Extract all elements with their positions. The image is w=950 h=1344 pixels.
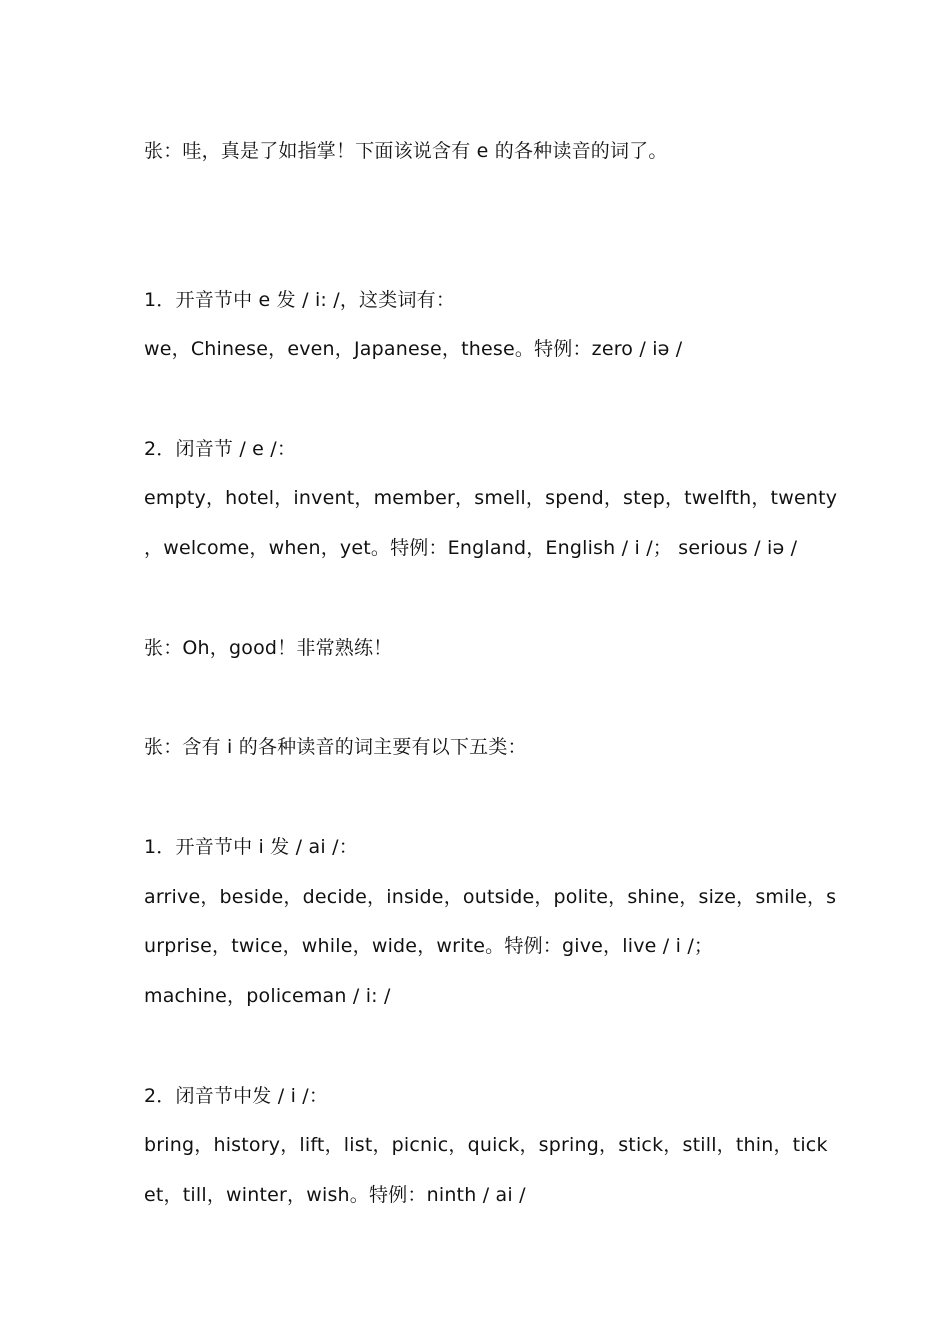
rule-i-open-syllable-examples-3: machine，policeman / i: /	[144, 985, 391, 1007]
dialogue-line-i-intro: 张：含有 i 的各种读音的词主要有以下五类：	[144, 736, 527, 758]
rule-i-open-syllable-examples-1: arrive，beside，decide，inside，outside，polite，shine，size，smile，s	[144, 886, 837, 908]
dialogue-line-praise: 张：Oh，good！非常熟练！	[144, 637, 393, 659]
rule-e-closed-syllable-examples-2: ，welcome，when，yet。特例：England，English / i /； serious / iə /	[144, 537, 798, 559]
rule-e-open-syllable-examples: we，Chinese，even，Japanese，these。特例：zero / iə /	[144, 338, 683, 360]
rule-i-open-syllable-heading: 1．开音节中 i 发 / ai /：	[144, 836, 358, 858]
rule-i-closed-syllable-heading: 2．闭音节中发 / i /：	[144, 1085, 329, 1107]
dialogue-line-e-intro: 张：哇，真是了如指掌！下面该说含有 e 的各种读音的词了。	[144, 140, 668, 162]
rule-i-closed-syllable-examples-2: et，till，winter，wish。特例：ninth / ai /	[144, 1184, 526, 1206]
rule-e-closed-syllable-heading: 2．闭音节 / e /：	[144, 438, 297, 460]
rule-e-closed-syllable-examples-1: empty，hotel，invent，member，smell，spend，step，twelfth，twenty	[144, 487, 838, 509]
rule-e-open-syllable-heading: 1．开音节中 e 发 / i: /，这类词有：	[144, 289, 456, 311]
rule-i-closed-syllable-examples-1: bring，history，lift，list，picnic，quick，spring，stick，still，thin，tick	[144, 1134, 828, 1156]
rule-i-open-syllable-examples-2: urprise，twice，while，wide，write。特例：give，live / i /；	[144, 935, 714, 957]
